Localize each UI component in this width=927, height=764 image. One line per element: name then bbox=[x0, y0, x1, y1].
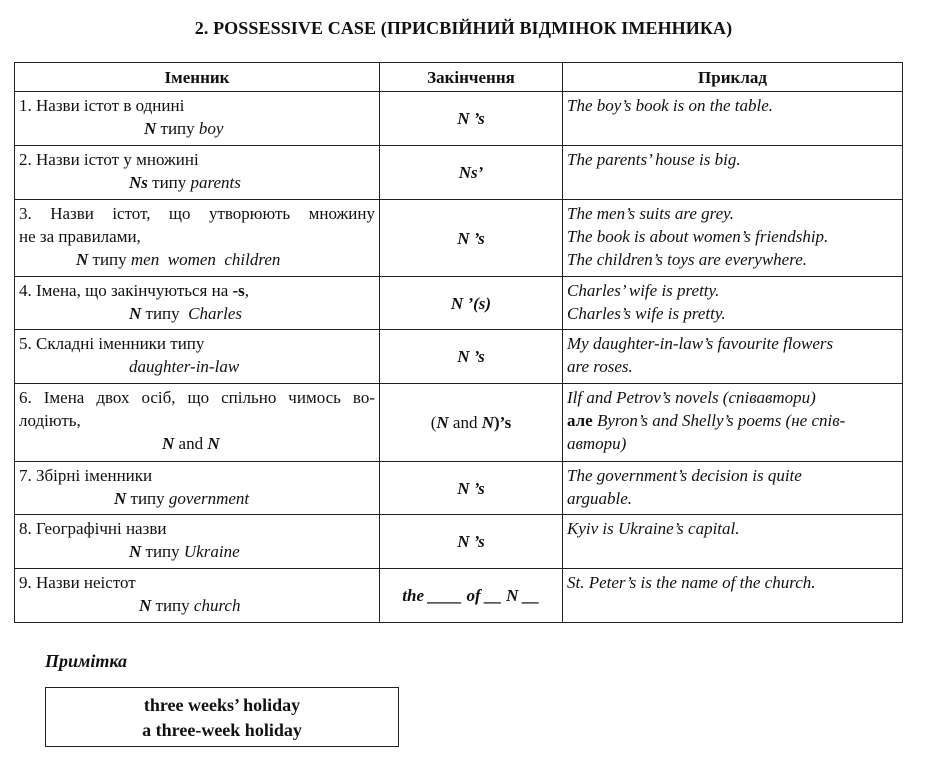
noun-type: N типу church bbox=[139, 596, 241, 615]
example-line: але Byron’s and Shelly’s poems (не спів- bbox=[567, 411, 846, 430]
example-line: Ilf and Petrov’s novels (співавтори) bbox=[567, 388, 816, 407]
example-cell bbox=[563, 330, 903, 384]
example-line: The boy’s book is on the table. bbox=[567, 96, 774, 115]
ending-cell: Ns’ bbox=[380, 146, 563, 200]
noun-category: 5. Складні іменники типу bbox=[19, 334, 205, 353]
noun-category: 2. Назви істот у множині bbox=[19, 150, 199, 169]
header-noun: Іменник bbox=[15, 63, 380, 92]
noun-category-cont: лодіють, bbox=[19, 411, 81, 430]
noun-cell bbox=[15, 569, 380, 623]
noun-cell bbox=[15, 92, 380, 146]
noun-cell bbox=[15, 146, 380, 200]
noun-type: N and N bbox=[162, 434, 220, 453]
noun-type: N типу men women children bbox=[76, 250, 281, 269]
noun-cell bbox=[15, 515, 380, 569]
example-line: Charles’ wife is pretty. bbox=[567, 281, 720, 300]
example-cell bbox=[563, 384, 903, 462]
noun-category: 8. Географічні назви bbox=[19, 519, 167, 538]
example-line: arguable. bbox=[567, 489, 633, 508]
ending-cell: N ’s bbox=[380, 92, 563, 146]
table-row bbox=[15, 384, 903, 462]
ending-cell: N ’s bbox=[380, 330, 563, 384]
possessive-case-table bbox=[14, 62, 903, 623]
example-line: The government’s decision is quite bbox=[567, 466, 802, 485]
noun-cell bbox=[15, 277, 380, 330]
example-line: St. Peter’s is the name of the church. bbox=[567, 573, 816, 592]
noun-category: 9. Назви неістот bbox=[19, 573, 136, 592]
ending-cell: (N and N)’s bbox=[380, 384, 563, 462]
table-row bbox=[15, 277, 903, 330]
noun-type: N типу Ukraine bbox=[129, 542, 240, 561]
note-line: three weeks’ holiday bbox=[143, 695, 301, 715]
example-line: The parents’ house is big. bbox=[567, 150, 741, 169]
noun-cell bbox=[15, 462, 380, 515]
example-line: The men’s suits are grey. bbox=[567, 204, 735, 223]
example-line: are roses. bbox=[567, 357, 633, 376]
example-line: The children’s toys are everywhere. bbox=[567, 250, 807, 269]
noun-type: daughter-in-law bbox=[129, 357, 240, 376]
noun-cell bbox=[15, 330, 380, 384]
example-cell bbox=[563, 462, 903, 515]
noun-category: 7. Збірні іменники bbox=[19, 466, 153, 485]
noun-category-cont: не за правилами, bbox=[19, 227, 141, 246]
noun-category: 3. Назви істот, що утворюють множину bbox=[19, 204, 375, 223]
example-line: автори) bbox=[567, 434, 627, 453]
noun-category: 4. Імена, що закінчуються на -s, bbox=[19, 281, 250, 300]
table-row bbox=[15, 146, 903, 200]
ending-cell: N ’(s) bbox=[380, 277, 563, 330]
noun-category: 6. Імена двох осіб, що спільно чимось во- bbox=[19, 388, 375, 407]
note-box bbox=[45, 687, 399, 747]
example-cell bbox=[563, 146, 903, 200]
ending-cell: the ____ of __ N __ bbox=[380, 569, 563, 623]
table-row bbox=[15, 330, 903, 384]
example-line: The book is about women’s friendship. bbox=[567, 227, 829, 246]
example-cell bbox=[563, 277, 903, 330]
noun-type: N типу government bbox=[114, 489, 250, 508]
example-line: Charles’s wife is pretty. bbox=[567, 304, 726, 323]
noun-cell bbox=[15, 200, 380, 277]
noun-type: N типу Charles bbox=[129, 304, 242, 323]
note-line: a three-week holiday bbox=[142, 720, 302, 740]
table-header-row bbox=[15, 63, 903, 92]
example-cell bbox=[563, 200, 903, 277]
table-row bbox=[15, 92, 903, 146]
ending-cell: N ’s bbox=[380, 462, 563, 515]
noun-category: 1. Назви істот в однині bbox=[19, 96, 185, 115]
example-cell bbox=[563, 92, 903, 146]
example-line: My daughter-in-law’s favourite flowers bbox=[567, 334, 834, 353]
page-title: 2. POSSESSIVE CASE (ПРИСВІЙНИЙ ВІДМІНОК ІМЕННИКА) bbox=[194, 18, 733, 38]
header-ending: Закінчення bbox=[380, 63, 563, 92]
example-cell bbox=[563, 569, 903, 623]
noun-cell bbox=[15, 384, 380, 462]
table-row bbox=[15, 200, 903, 277]
ending-cell: N ’s bbox=[380, 200, 563, 277]
ending-cell: N ’s bbox=[380, 515, 563, 569]
example-line: Kyiv is Ukraine’s capital. bbox=[567, 519, 740, 538]
example-cell bbox=[563, 515, 903, 569]
noun-type: N типу boy bbox=[144, 119, 224, 138]
noun-type: Ns типу parents bbox=[129, 173, 241, 192]
note-title: Примітка bbox=[45, 651, 128, 671]
table-row bbox=[15, 515, 903, 569]
table-row bbox=[15, 569, 903, 623]
header-example: Приклад bbox=[563, 63, 903, 92]
table-row bbox=[15, 462, 903, 515]
